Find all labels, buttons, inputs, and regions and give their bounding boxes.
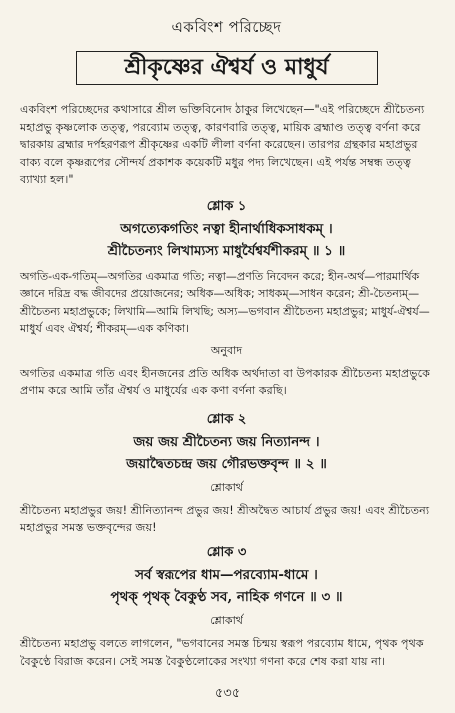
verse-1-translation: অগতির একমাত্র গতি এবং হীনজনের প্রতি অধিক অর্থদাতা বা উপকারক শ্রীচৈতন্য মহাপ্রভুকে প্রণাম করে আমি তাঁর ঐশ্বর্য ও মাধুর্যের এক কণা বর্ণনা করছি।	[20, 366, 430, 398]
chapter-heading: একবিংশ পরিচ্ছেদ	[171, 18, 282, 36]
intro-paragraph: একবিংশ পরিচ্ছেদের কথাসারে শ্রীল ভক্তিবিনোদ ঠাকুর লিখেছেন—"এই পরিচ্ছেদে শ্রীচৈতন্য মহাপ্রভু কৃষ্ণলোক তত্ত্ব, পরব্যোম তত্ত্ব, কারণবারি তত্ত্ব, মায়িক ব্রহ্মাণ্ড তত্ত্ব বর্ণনা করে দ্বারকায় ব্রহ্মার দর্পহরণরূপ শ্রীকৃষ্ণের একটি লীলা বর্ণনা করেছেন। তারপর গ্রন্থকার মহাপ্রভুর বাক্য বলে কৃষ্ণরূপের সৌন্দর্য প্রকাশক কয়েকটি মধুর পদ্য লিখেছেন। এই পর্যন্ত সম্বন্ধ তত্ত্ব ব্যাখ্যা হল।"	[20, 103, 425, 187]
verse-2-line-2: জয়াদ্বৈতচন্দ্র জয় গৌরভক্তবৃন্দ ॥ ২ ॥	[126, 455, 327, 472]
verse-1-line-1: অগত্যেকগতিং নত্বা হীনার্থাধিকসাধকম্ ।	[120, 220, 333, 237]
verse-3-line-1: সর্ব স্বরূপের ধাম—পরব্যোম-ধামে ।	[135, 566, 318, 583]
verse-3-meaning-label: শ্লোকার্থ	[210, 613, 243, 627]
translation-label: অনুবাদ	[210, 343, 243, 357]
chapter-title: শ্রীকৃষ্ণের ঐশ্বর্য ও মাধুর্য	[76, 51, 378, 85]
verse-2-heading: শ্লোক ২	[206, 411, 247, 427]
verse-2-translation: শ্রীচৈতন্য মহাপ্রভুর জয়! শ্রীনিত্যানন্দ প্রভুর জয়! শ্রীঅদ্বৈত আচার্য প্রভুর জয়! এবং শ্রীচৈতন্য মহাপ্রভুর সমস্ত ভক্তবৃন্দের জয়!	[20, 503, 430, 535]
verse-1-word-meanings: অগতি-এক-গতিম্—অগতির একমাত্র গতি; নত্বা—প্রণতি নিবেদন করে; হীন-অর্থ—পারমার্থিক জ্ঞানে দরিদ্র বদ্ধ জীবদের প্রয়োজনের; অধিক—অধিক; সাধকম্—সাধন করেন; শ্রী-চৈতন্যম্—শ্রীচৈতন্য মহাপ্রভুকে; লিখামি—আমি লিখছি; অস্য—ভগবান শ্রীচৈতন্য মহাপ্রভুর; মাধুর্য-ঐশ্বর্য—মাধুর্য এবং ঐশ্বর্য; শীকরম্—এক কণিকা।	[20, 269, 430, 336]
page-number: ৫৩৫	[214, 686, 241, 701]
verse-3-heading: শ্লোক ৩	[206, 544, 247, 560]
verse-2-meaning-label: শ্লোকার্থ	[210, 480, 243, 494]
verse-1-line-2: শ্রীচৈতন্যং লিখাম্যস্য মাধুর্যৈশ্বর্যশীকরম্ ॥ ১ ॥	[107, 242, 346, 259]
verse-1-heading: শ্লোক ১	[206, 198, 247, 214]
verse-2-line-1: জয় জয় শ্রীচৈতন্য জয় নিত্যানন্দ ।	[133, 433, 320, 450]
verse-3-translation: শ্রীচৈতন্য মহাপ্রভু বলতে লাগলেন, "ভগবানের সমস্ত চিন্ময় স্বরূপ পরব্যোম ধামে, পৃথক পৃথক বৈকুণ্ঠে বিরাজ করেন। সেই সমস্ত বৈকুণ্ঠলোকের সংখ্যা গণনা করে শেষ করা যায় না।	[20, 636, 424, 668]
verse-3-line-2: পৃথক্ পৃথক্ বৈকুণ্ঠ সব, নাহিক গণনে ॥ ৩ ॥	[110, 588, 343, 605]
